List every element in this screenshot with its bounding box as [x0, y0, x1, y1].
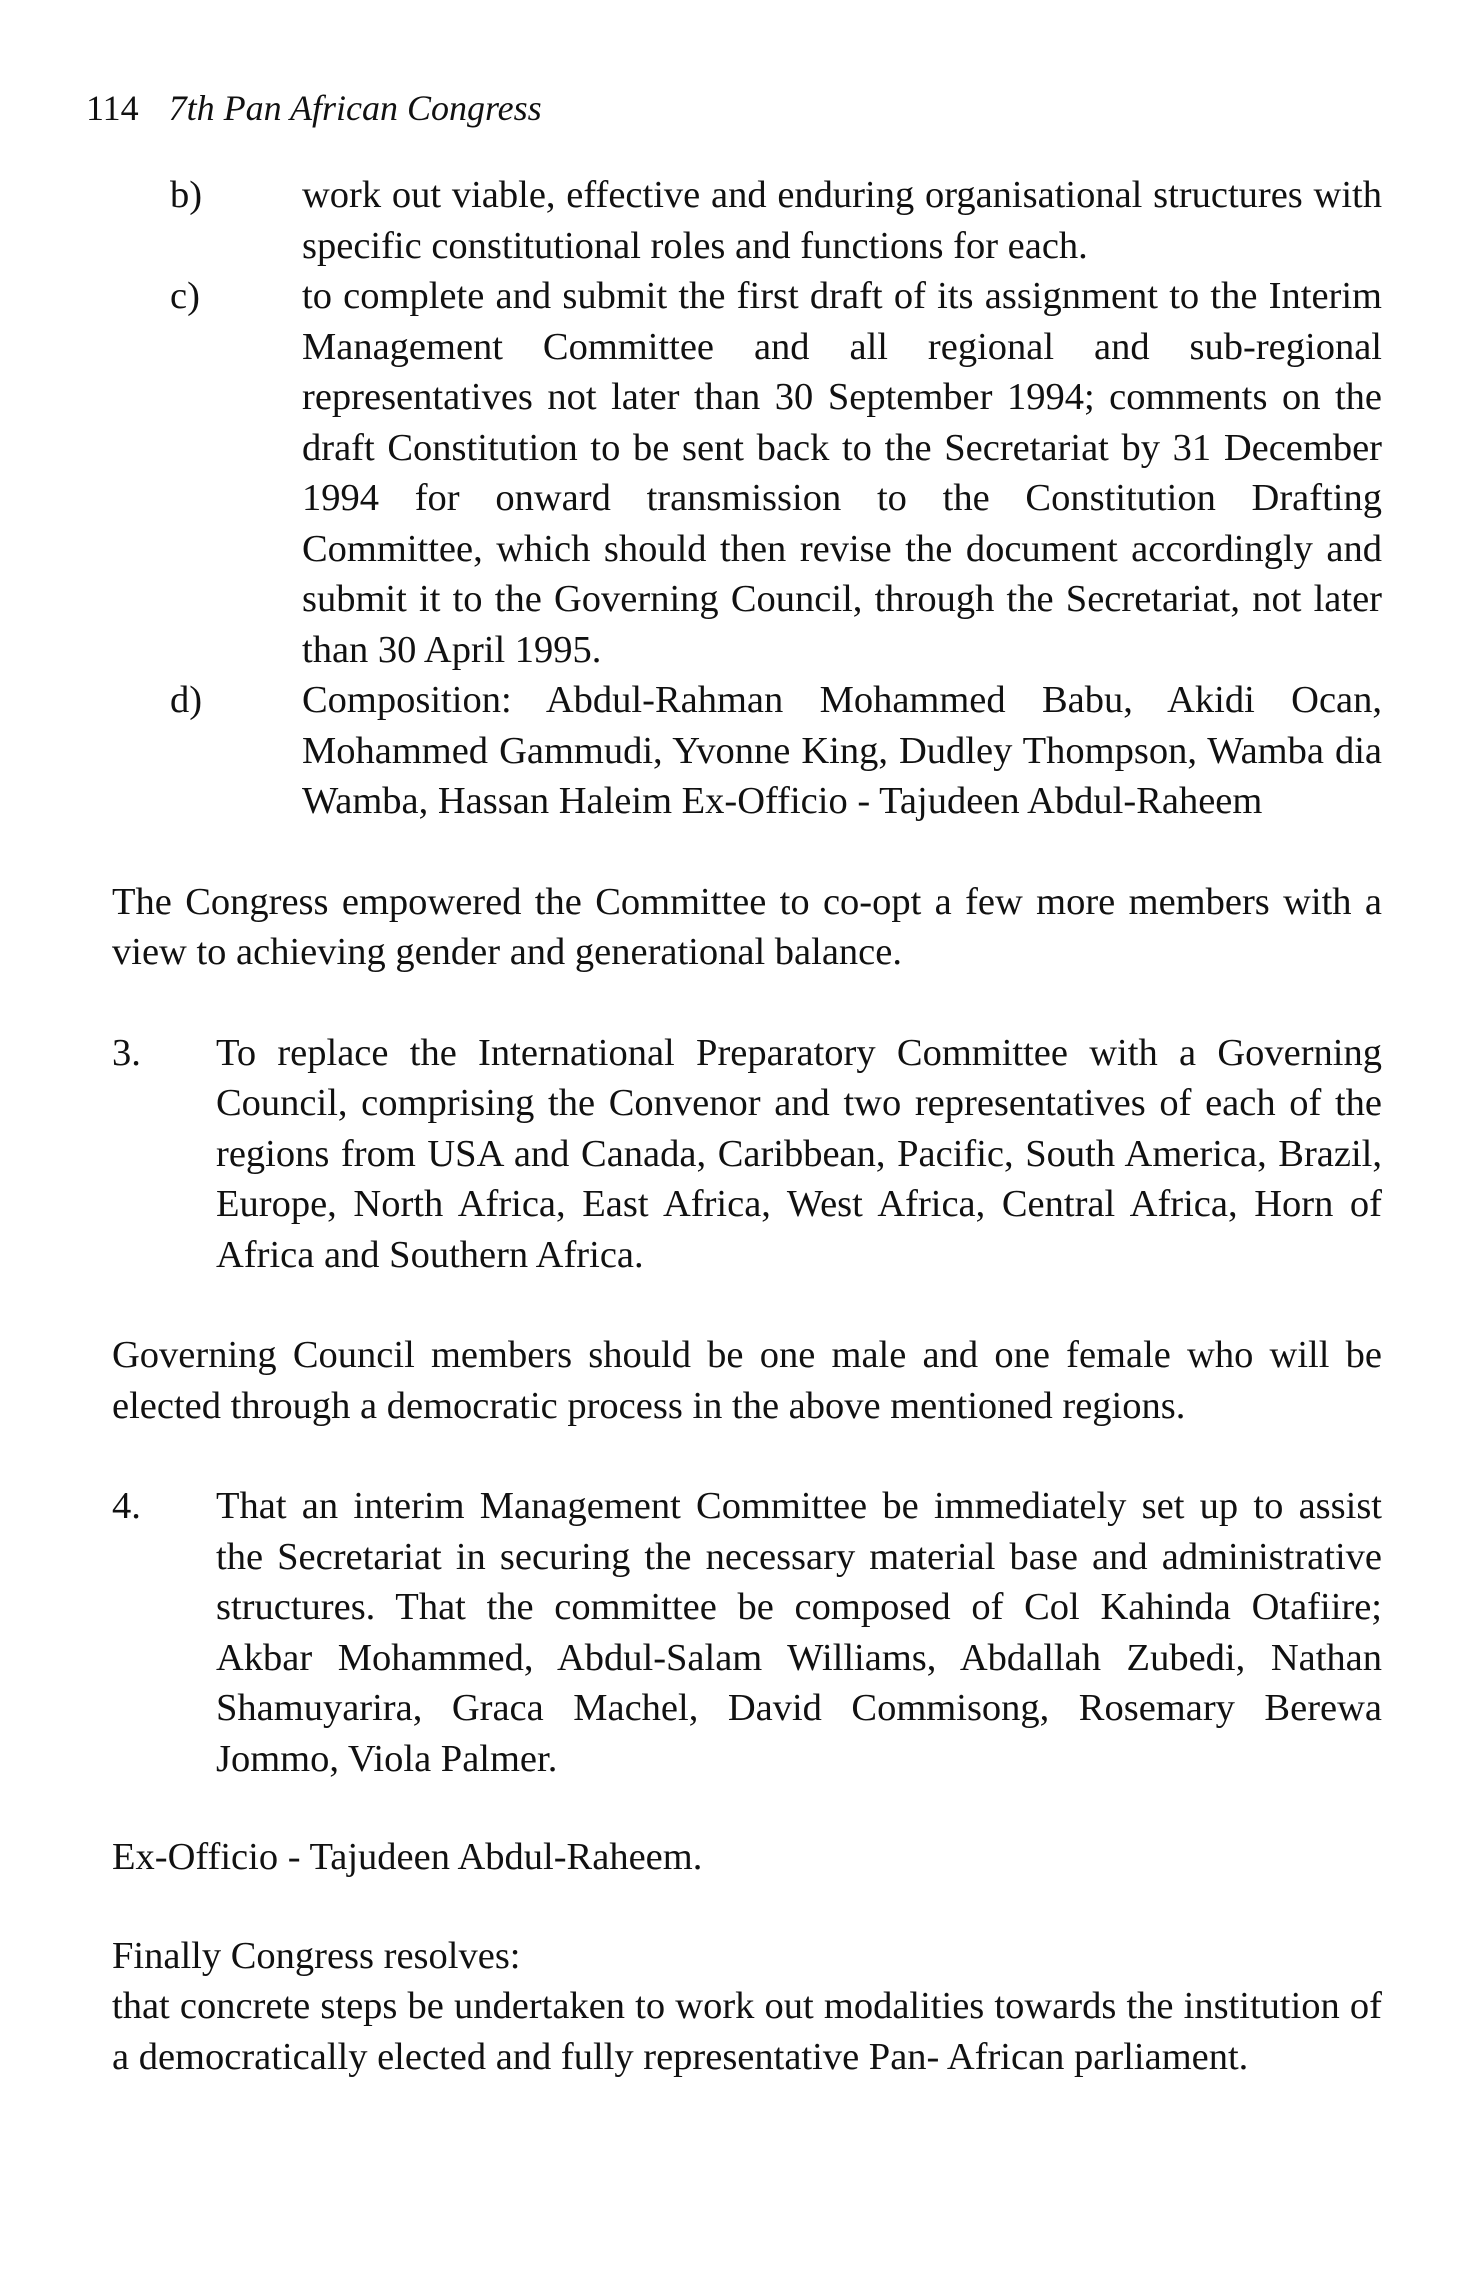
- list-item-c: [112, 271, 1382, 675]
- page-number: 114: [86, 88, 139, 128]
- list-label: d): [170, 679, 203, 721]
- resolution-number: 3.: [112, 1031, 141, 1074]
- list-label: c): [170, 275, 200, 317]
- paragraph-ex-officio: Ex-Officio - Tajudeen Abdul-Raheem.: [112, 1836, 703, 1878]
- book-title: 7th Pan African Congress: [168, 88, 542, 128]
- paragraph-empowered: The Congress empowered the Committee to co-opt a few more members with a view to achieving gender and generational balance.: [112, 880, 1382, 973]
- list-item-b: [112, 170, 1382, 271]
- list-item-d: [112, 675, 1382, 827]
- list-text: work out viable, effective and enduring organisational structures with specific constitutional roles and functions for each.: [302, 174, 1382, 267]
- body-text: [112, 170, 1382, 2082]
- running-header: [86, 84, 542, 132]
- resolution-text: To replace the International Preparatory Committee with a Governing Council, comprising the Convenor and two representatives of each of the regions from USA and Canada, Caribbean, Pacific, South America, Brazil, Europe, North Africa, East Africa, West Africa, Central Africa, Horn of Africa and Southern Africa.: [216, 1031, 1382, 1276]
- resolution-3: [112, 1028, 1382, 1281]
- closing-intro: Finally Congress resolves:: [112, 1934, 521, 1977]
- list-text: to complete and submit the first draft of its assignment to the Interim Management Committee and all regional and sub-regional representatives not later than 30 September 1994; comments on the draft Constitution to be sent back to the Secretariat by 31 December 1994 for onward transmission to the Constitution Drafting Committee, which should then revise the document accordingly and submit it to the Governing Council, through the Secretariat, not later than 30 April 1995.: [302, 275, 1382, 671]
- resolution-number: 4.: [112, 1485, 141, 1527]
- closing-text: that concrete steps be undertaken to work out modalities towards the institution of a democratically elected and fully representative Pan- African parliament.: [112, 1985, 1382, 2078]
- resolution-4: [112, 1481, 1382, 1784]
- resolution-text: That an interim Management Committee be immediately set up to assist the Secretariat in securing the necessary material base and administrative structures. That the committee be composed of Col Kahinda Otafiire; Akbar Mohammed, Abdul-Salam Williams, Abdallah Zubedi, Nathan Shamuyarira, Graca Machel, David Commisong, Rosemary Berewa Jommo, Viola Palmer.: [216, 1485, 1382, 1780]
- list-label: b): [170, 174, 203, 216]
- paragraph-council: Governing Council members should be one male and one female who will be elected through a democratic process in the above mentioned regions.: [112, 1334, 1382, 1427]
- list-text: Composition: Abdul-Rahman Mohammed Babu, Akidi Ocan, Mohammed Gammudi, Yvonne King, Dudley Thompson, Wamba dia Wamba, Hassan Haleim Ex-Officio - Tajudeen Abdul-Raheem: [302, 679, 1382, 822]
- closing-section: [112, 1931, 1382, 2083]
